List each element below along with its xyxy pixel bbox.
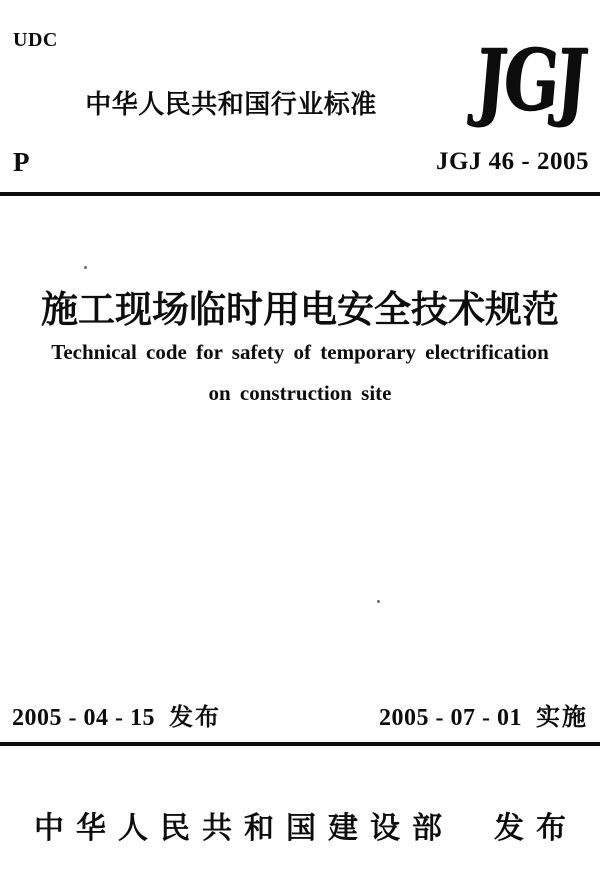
- jgj-logo: JGJ: [471, 30, 589, 129]
- document-title-zh: 施工现场临时用电安全技术规范: [41, 290, 559, 331]
- publisher-name: 中华人民共和国建设部: [34, 812, 454, 845]
- document-title-en-line2: on construction site: [208, 381, 392, 405]
- document-title-en-line1: Technical code for safety of temporary electrification: [51, 340, 549, 364]
- udc-label: UDC: [13, 29, 58, 51]
- scan-speck: [84, 266, 87, 269]
- issue-label: 发布: [168, 704, 221, 731]
- implement-label: 实施: [536, 704, 588, 731]
- standard-number: JGJ 46 - 2005: [435, 148, 589, 175]
- implement-date: 2005 - 07 - 01: [379, 705, 522, 731]
- issue-date-group: [12, 697, 221, 732]
- header-divider-rule: [0, 192, 600, 196]
- footer-divider-rule: [0, 742, 600, 746]
- publish-label: 发布: [494, 812, 578, 845]
- classification-code: P: [13, 147, 30, 177]
- publisher-row: [0, 803, 600, 847]
- standard-type-heading: 中华人民共和国行业标准: [85, 89, 377, 119]
- scan-speck: [377, 600, 380, 603]
- issue-date: 2005 - 04 - 15: [12, 705, 155, 731]
- implement-date-group: [379, 697, 588, 732]
- date-row: [0, 697, 600, 732]
